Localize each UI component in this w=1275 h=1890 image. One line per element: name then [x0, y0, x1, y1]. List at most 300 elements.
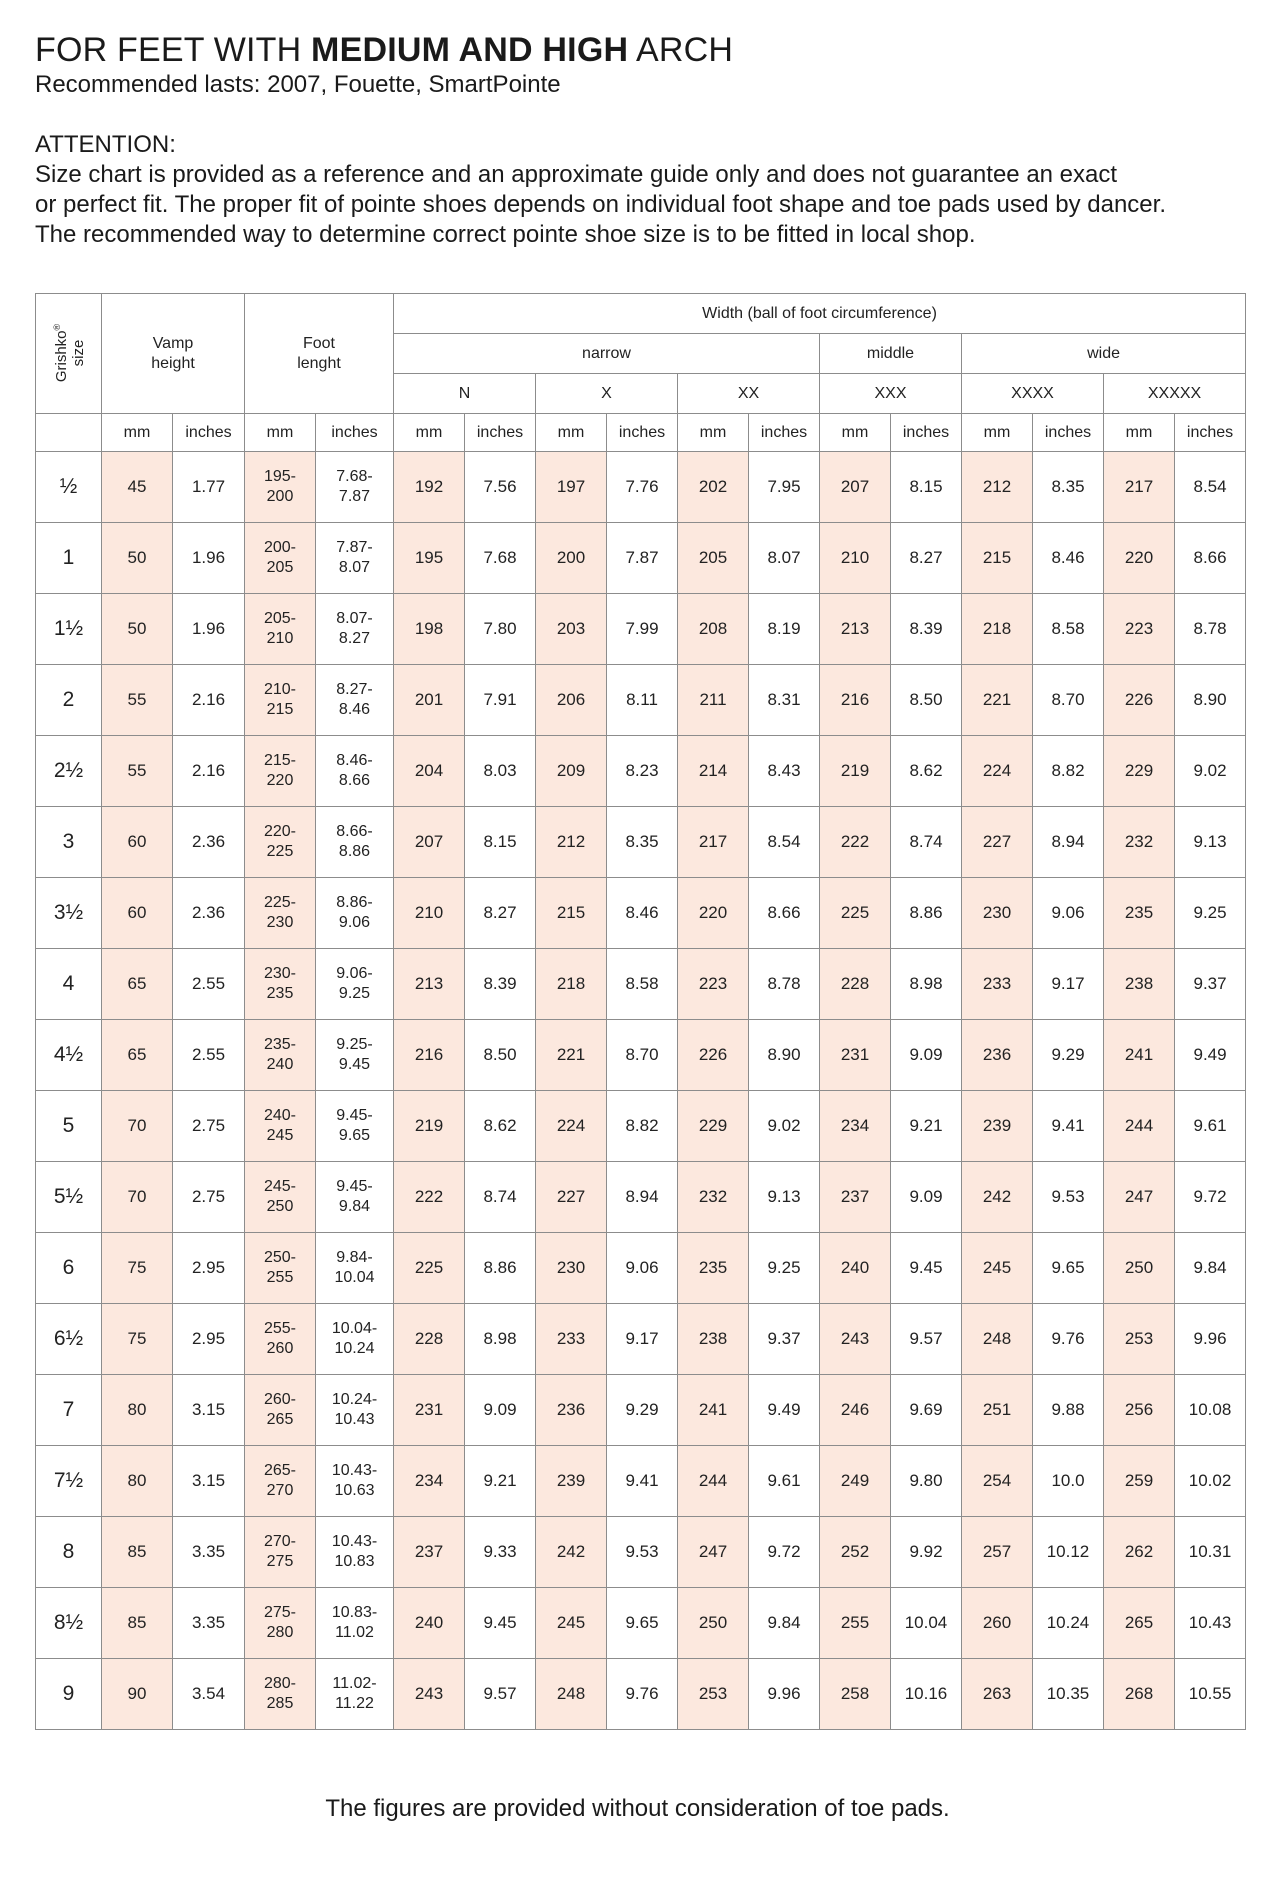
- width-inches-cell: 9.88: [1033, 1375, 1104, 1446]
- attention-line: The recommended way to determine correct pointe shoe size is to be fitted in local shop.: [35, 221, 976, 248]
- width-inches-cell: 9.76: [1033, 1304, 1104, 1375]
- width-inches-cell: 10.12: [1033, 1517, 1104, 1588]
- group-wide: wide: [962, 334, 1246, 374]
- width-mm-cell: 250: [1104, 1233, 1175, 1304]
- width-mm-cell: 238: [678, 1304, 749, 1375]
- width-inches-cell: 8.35: [1033, 452, 1104, 523]
- width-inches-cell: 7.68: [465, 523, 536, 594]
- width-mm-cell: 214: [678, 736, 749, 807]
- width-mm-cell: 205: [678, 523, 749, 594]
- unit-mm: mm: [536, 414, 607, 452]
- foot-mm-cell: 265- 270: [245, 1446, 316, 1517]
- size-cell: 4½: [36, 1020, 102, 1091]
- size-cell: 8: [36, 1517, 102, 1588]
- width-inches-cell: 10.08: [1175, 1375, 1246, 1446]
- size-cell: 6½: [36, 1304, 102, 1375]
- width-mm-cell: 232: [1104, 807, 1175, 878]
- width-inches-cell: 7.76: [607, 452, 678, 523]
- width-mm-cell: 248: [962, 1304, 1033, 1375]
- unit-mm: mm: [678, 414, 749, 452]
- width-mm-cell: 226: [678, 1020, 749, 1091]
- width-inches-cell: 8.94: [607, 1162, 678, 1233]
- vamp-mm-cell: 85: [102, 1588, 173, 1659]
- foot-mm-cell: 210- 215: [245, 665, 316, 736]
- width-mm-cell: 221: [962, 665, 1033, 736]
- width-mm-cell: 202: [678, 452, 749, 523]
- width-mm-cell: 217: [1104, 452, 1175, 523]
- width-inches-cell: 9.57: [465, 1659, 536, 1730]
- width-mm-cell: 252: [820, 1517, 891, 1588]
- width-inches-cell: 8.15: [891, 452, 962, 523]
- vamp-mm-cell: 70: [102, 1091, 173, 1162]
- width-inches-cell: 8.07: [749, 523, 820, 594]
- width-mm-cell: 216: [394, 1020, 465, 1091]
- width-n: N: [394, 374, 536, 414]
- size-cell: 8½: [36, 1588, 102, 1659]
- width-mm-cell: 238: [1104, 949, 1175, 1020]
- attention-line: Size chart is provided as a reference and an approximate guide only and does not guarantee an exact: [35, 161, 1118, 188]
- recommended-lasts: Recommended lasts: 2007, Fouette, SmartPointe: [35, 71, 561, 98]
- width-mm-cell: 263: [962, 1659, 1033, 1730]
- width-inches-cell: 8.54: [749, 807, 820, 878]
- width-inches-cell: 8.90: [1175, 665, 1246, 736]
- vamp-height-header: Vamp height: [102, 294, 245, 414]
- width-mm-cell: 253: [1104, 1304, 1175, 1375]
- width-inches-cell: 8.15: [465, 807, 536, 878]
- width-inches-cell: 8.78: [1175, 594, 1246, 665]
- width-mm-cell: 256: [1104, 1375, 1175, 1446]
- vamp-mm-cell: 90: [102, 1659, 173, 1730]
- width-mm-cell: 221: [536, 1020, 607, 1091]
- width-inches-cell: 9.80: [891, 1446, 962, 1517]
- unit-mm: mm: [1104, 414, 1175, 452]
- width-inches-cell: 8.31: [749, 665, 820, 736]
- table-row: [36, 523, 1246, 594]
- width-mm-cell: 233: [962, 949, 1033, 1020]
- table-header: [36, 294, 1246, 452]
- vamp-inches-cell: 1.77: [173, 452, 245, 523]
- foot-inches-cell: 10.43- 10.83: [316, 1517, 394, 1588]
- foot-inches-cell: 9.45- 9.65: [316, 1091, 394, 1162]
- foot-mm-cell: 205- 210: [245, 594, 316, 665]
- width-mm-cell: 236: [962, 1020, 1033, 1091]
- vamp-inches-cell: 3.15: [173, 1446, 245, 1517]
- width-mm-cell: 235: [1104, 878, 1175, 949]
- unit-mm: mm: [962, 414, 1033, 452]
- width-mm-cell: 249: [820, 1446, 891, 1517]
- width-inches-cell: 7.80: [465, 594, 536, 665]
- width-inches-cell: 9.25: [749, 1233, 820, 1304]
- width-mm-cell: 207: [394, 807, 465, 878]
- width-inches-cell: 10.0: [1033, 1446, 1104, 1517]
- size-chart-table: [35, 293, 1246, 1730]
- width-inches-cell: 9.84: [1175, 1233, 1246, 1304]
- width-mm-cell: 242: [536, 1517, 607, 1588]
- unit-inches: inches: [607, 414, 678, 452]
- width-inches-cell: 9.72: [749, 1517, 820, 1588]
- table-row: [36, 949, 1246, 1020]
- foot-inches-cell: 7.68- 7.87: [316, 452, 394, 523]
- vamp-mm-cell: 65: [102, 949, 173, 1020]
- width-inches-cell: 8.82: [1033, 736, 1104, 807]
- width-mm-cell: 228: [394, 1304, 465, 1375]
- size-cell: 2: [36, 665, 102, 736]
- width-inches-cell: 8.94: [1033, 807, 1104, 878]
- size-cell: 2½: [36, 736, 102, 807]
- vamp-inches-cell: 2.55: [173, 949, 245, 1020]
- width-mm-cell: 229: [678, 1091, 749, 1162]
- foot-mm-cell: 270- 275: [245, 1517, 316, 1588]
- width-mm-cell: 219: [394, 1091, 465, 1162]
- width-inches-cell: 9.09: [891, 1020, 962, 1091]
- width-mm-cell: 234: [394, 1446, 465, 1517]
- unit-inches: inches: [465, 414, 536, 452]
- foot-mm-cell: 250- 255: [245, 1233, 316, 1304]
- width-inches-cell: 9.65: [607, 1588, 678, 1659]
- vamp-inches-cell: 2.95: [173, 1233, 245, 1304]
- size-chart: [35, 293, 1245, 1730]
- width-mm-cell: 201: [394, 665, 465, 736]
- width-inches-cell: 7.91: [465, 665, 536, 736]
- unit-inches: inches: [316, 414, 394, 452]
- foot-inches-cell: 8.07- 8.27: [316, 594, 394, 665]
- width-mm-cell: 244: [678, 1446, 749, 1517]
- width-mm-cell: 247: [678, 1517, 749, 1588]
- vamp-mm-cell: 85: [102, 1517, 173, 1588]
- width-mm-cell: 260: [962, 1588, 1033, 1659]
- width-inches-cell: 9.37: [749, 1304, 820, 1375]
- unit-mm: mm: [102, 414, 173, 452]
- width-inches-cell: 9.65: [1033, 1233, 1104, 1304]
- table-row: [36, 736, 1246, 807]
- foot-length-header: Foot lenght: [245, 294, 394, 414]
- width-inches-cell: 8.58: [1033, 594, 1104, 665]
- width-mm-cell: 231: [820, 1020, 891, 1091]
- table-row: [36, 1375, 1246, 1446]
- width-mm-cell: 220: [1104, 523, 1175, 594]
- width-inches-cell: 9.69: [891, 1375, 962, 1446]
- width-mm-cell: 255: [820, 1588, 891, 1659]
- table-row: [36, 807, 1246, 878]
- width-mm-cell: 212: [962, 452, 1033, 523]
- foot-mm-cell: 280- 285: [245, 1659, 316, 1730]
- width-mm-cell: 258: [820, 1659, 891, 1730]
- vamp-inches-cell: 2.36: [173, 807, 245, 878]
- width-mm-cell: 265: [1104, 1588, 1175, 1659]
- width-inches-cell: 8.62: [465, 1091, 536, 1162]
- width-mm-cell: 217: [678, 807, 749, 878]
- width-mm-cell: 225: [394, 1233, 465, 1304]
- width-mm-cell: 248: [536, 1659, 607, 1730]
- width-inches-cell: 9.33: [465, 1517, 536, 1588]
- width-inches-cell: 9.21: [465, 1446, 536, 1517]
- width-mm-cell: 222: [394, 1162, 465, 1233]
- table-row: [36, 452, 1246, 523]
- width-inches-cell: 9.72: [1175, 1162, 1246, 1233]
- vamp-inches-cell: 3.54: [173, 1659, 245, 1730]
- width-inches-cell: 10.04: [891, 1588, 962, 1659]
- size-cell: 1: [36, 523, 102, 594]
- width-mm-cell: 236: [536, 1375, 607, 1446]
- vamp-inches-cell: 2.55: [173, 1020, 245, 1091]
- width-inches-cell: 8.54: [1175, 452, 1246, 523]
- width-mm-cell: 209: [536, 736, 607, 807]
- foot-mm-cell: 220- 225: [245, 807, 316, 878]
- width-mm-cell: 244: [1104, 1091, 1175, 1162]
- unit-inches: inches: [891, 414, 962, 452]
- width-mm-cell: 242: [962, 1162, 1033, 1233]
- width-inches-cell: 8.50: [891, 665, 962, 736]
- foot-mm-cell: 255- 260: [245, 1304, 316, 1375]
- width-mm-cell: 253: [678, 1659, 749, 1730]
- width-inches-cell: 8.98: [891, 949, 962, 1020]
- width-mm-cell: 197: [536, 452, 607, 523]
- width-inches-cell: 8.39: [891, 594, 962, 665]
- width-mm-cell: 245: [962, 1233, 1033, 1304]
- vamp-mm-cell: 55: [102, 736, 173, 807]
- width-inches-cell: 8.27: [891, 523, 962, 594]
- width-mm-cell: 227: [962, 807, 1033, 878]
- vamp-mm-cell: 55: [102, 665, 173, 736]
- width-xxx: XXX: [820, 374, 962, 414]
- width-inches-cell: 7.56: [465, 452, 536, 523]
- document-header: [35, 30, 1255, 250]
- width-inches-cell: 8.86: [465, 1233, 536, 1304]
- width-mm-cell: 243: [394, 1659, 465, 1730]
- size-cell: ½: [36, 452, 102, 523]
- size-cell: 5: [36, 1091, 102, 1162]
- width-mm-cell: 246: [820, 1375, 891, 1446]
- width-inches-cell: 10.43: [1175, 1588, 1246, 1659]
- width-mm-cell: 257: [962, 1517, 1033, 1588]
- width-mm-cell: 234: [820, 1091, 891, 1162]
- width-mm-cell: 215: [536, 878, 607, 949]
- width-mm-cell: 230: [962, 878, 1033, 949]
- attention-heading: ATTENTION:: [35, 131, 176, 158]
- width-inches-cell: 10.16: [891, 1659, 962, 1730]
- title-prefix: FOR FEET WITH: [35, 31, 312, 69]
- table-row: [36, 1162, 1246, 1233]
- width-mm-cell: 200: [536, 523, 607, 594]
- width-xxxx: XXXX: [962, 374, 1104, 414]
- width-inches-cell: 9.25: [1175, 878, 1246, 949]
- width-inches-cell: 9.09: [891, 1162, 962, 1233]
- width-inches-cell: 9.17: [1033, 949, 1104, 1020]
- foot-mm-cell: 235- 240: [245, 1020, 316, 1091]
- width-mm-cell: 231: [394, 1375, 465, 1446]
- width-xxxxx: XXXXX: [1104, 374, 1246, 414]
- width-inches-cell: 9.06: [607, 1233, 678, 1304]
- foot-inches-cell: 9.84- 10.04: [316, 1233, 394, 1304]
- table-row: [36, 1517, 1246, 1588]
- unit-row: [36, 414, 1246, 452]
- width-inches-cell: 9.37: [1175, 949, 1246, 1020]
- width-mm-cell: 223: [1104, 594, 1175, 665]
- width-inches-cell: 10.31: [1175, 1517, 1246, 1588]
- width-mm-cell: 216: [820, 665, 891, 736]
- width-inches-cell: 8.74: [465, 1162, 536, 1233]
- vamp-inches-cell: 3.15: [173, 1375, 245, 1446]
- vamp-inches-cell: 2.75: [173, 1091, 245, 1162]
- table-row: [36, 594, 1246, 665]
- width-mm-cell: 268: [1104, 1659, 1175, 1730]
- size-cell: 9: [36, 1659, 102, 1730]
- width-mm-cell: 228: [820, 949, 891, 1020]
- unit-inches: inches: [173, 414, 245, 452]
- width-inches-cell: 10.02: [1175, 1446, 1246, 1517]
- width-mm-cell: 241: [1104, 1020, 1175, 1091]
- foot-inches-cell: 9.45- 9.84: [316, 1162, 394, 1233]
- width-mm-cell: 223: [678, 949, 749, 1020]
- width-mm-cell: 220: [678, 878, 749, 949]
- size-cell: 3½: [36, 878, 102, 949]
- width-mm-cell: 224: [536, 1091, 607, 1162]
- size-cell: 7: [36, 1375, 102, 1446]
- table-row: [36, 1233, 1246, 1304]
- width-mm-cell: 232: [678, 1162, 749, 1233]
- width-mm-cell: 233: [536, 1304, 607, 1375]
- width-mm-cell: 237: [394, 1517, 465, 1588]
- width-inches-cell: 10.24: [1033, 1588, 1104, 1659]
- page-title: [35, 30, 1255, 70]
- width-mm-cell: 241: [678, 1375, 749, 1446]
- footer-note: The figures are provided without consideration of toe pads.: [325, 1795, 950, 1822]
- width-inches-cell: 8.46: [607, 878, 678, 949]
- width-mm-cell: 240: [820, 1233, 891, 1304]
- width-inches-cell: 8.11: [607, 665, 678, 736]
- vamp-mm-cell: 60: [102, 878, 173, 949]
- width-mm-cell: 218: [962, 594, 1033, 665]
- vamp-mm-cell: 60: [102, 807, 173, 878]
- width-mm-cell: 247: [1104, 1162, 1175, 1233]
- width-inches-cell: 9.49: [1175, 1020, 1246, 1091]
- table-row: [36, 1091, 1246, 1162]
- width-mm-cell: 210: [820, 523, 891, 594]
- width-mm-cell: 195: [394, 523, 465, 594]
- size-cell: 7½: [36, 1446, 102, 1517]
- width-mm-cell: 206: [536, 665, 607, 736]
- width-x: X: [536, 374, 678, 414]
- table-row: [36, 878, 1246, 949]
- foot-mm-cell: 260- 265: [245, 1375, 316, 1446]
- foot-inches-cell: 11.02- 11.22: [316, 1659, 394, 1730]
- width-inches-cell: 9.13: [1175, 807, 1246, 878]
- width-inches-cell: 8.82: [607, 1091, 678, 1162]
- width-inches-cell: 9.21: [891, 1091, 962, 1162]
- width-inches-cell: 10.35: [1033, 1659, 1104, 1730]
- group-middle: middle: [820, 334, 962, 374]
- width-inches-cell: 8.43: [749, 736, 820, 807]
- width-inches-cell: 8.70: [607, 1020, 678, 1091]
- width-inches-cell: 9.57: [891, 1304, 962, 1375]
- unit-inches: inches: [749, 414, 820, 452]
- table-row: [36, 665, 1246, 736]
- width-mm-cell: 240: [394, 1588, 465, 1659]
- width-mm-cell: 239: [536, 1446, 607, 1517]
- vamp-inches-cell: 2.95: [173, 1304, 245, 1375]
- width-xx: XX: [678, 374, 820, 414]
- size-cell: 1½: [36, 594, 102, 665]
- width-mm-cell: 213: [394, 949, 465, 1020]
- width-mm-cell: 243: [820, 1304, 891, 1375]
- vamp-inches-cell: 3.35: [173, 1517, 245, 1588]
- width-mm-cell: 226: [1104, 665, 1175, 736]
- width-inches-cell: 8.50: [465, 1020, 536, 1091]
- foot-mm-cell: 200- 205: [245, 523, 316, 594]
- width-inches-cell: 8.98: [465, 1304, 536, 1375]
- width-inches-cell: 8.70: [1033, 665, 1104, 736]
- vamp-inches-cell: 1.96: [173, 523, 245, 594]
- width-inches-cell: 9.17: [607, 1304, 678, 1375]
- width-inches-cell: 8.90: [749, 1020, 820, 1091]
- unit-mm: mm: [820, 414, 891, 452]
- width-mm-cell: 211: [678, 665, 749, 736]
- width-mm-cell: 225: [820, 878, 891, 949]
- vamp-inches-cell: 2.16: [173, 665, 245, 736]
- foot-inches-cell: 9.06- 9.25: [316, 949, 394, 1020]
- vamp-inches-cell: 2.75: [173, 1162, 245, 1233]
- width-mm-cell: 237: [820, 1162, 891, 1233]
- unit-mm: mm: [394, 414, 465, 452]
- vamp-mm-cell: 65: [102, 1020, 173, 1091]
- foot-inches-cell: 10.43- 10.63: [316, 1446, 394, 1517]
- vamp-inches-cell: 2.36: [173, 878, 245, 949]
- vamp-mm-cell: 75: [102, 1233, 173, 1304]
- vamp-mm-cell: 80: [102, 1375, 173, 1446]
- width-mm-cell: 204: [394, 736, 465, 807]
- width-inches-cell: 9.13: [749, 1162, 820, 1233]
- width-inches-cell: 9.92: [891, 1517, 962, 1588]
- width-inches-cell: 7.99: [607, 594, 678, 665]
- table-row: [36, 1446, 1246, 1517]
- width-mm-cell: 208: [678, 594, 749, 665]
- width-mm-cell: 259: [1104, 1446, 1175, 1517]
- width-inches-cell: 9.02: [1175, 736, 1246, 807]
- width-inches-cell: 7.87: [607, 523, 678, 594]
- vamp-mm-cell: 50: [102, 594, 173, 665]
- width-inches-cell: 9.96: [1175, 1304, 1246, 1375]
- width-inches-cell: 8.39: [465, 949, 536, 1020]
- foot-inches-cell: 8.66- 8.86: [316, 807, 394, 878]
- foot-inches-cell: 10.24- 10.43: [316, 1375, 394, 1446]
- width-inches-cell: 9.06: [1033, 878, 1104, 949]
- width-mm-cell: 230: [536, 1233, 607, 1304]
- foot-inches-cell: 8.46- 8.66: [316, 736, 394, 807]
- vamp-inches-cell: 2.16: [173, 736, 245, 807]
- table-row: [36, 1588, 1246, 1659]
- width-inches-cell: 9.41: [607, 1446, 678, 1517]
- width-inches-cell: 8.78: [749, 949, 820, 1020]
- vamp-mm-cell: 50: [102, 523, 173, 594]
- width-mm-cell: 254: [962, 1446, 1033, 1517]
- vamp-mm-cell: 45: [102, 452, 173, 523]
- width-inches-cell: 9.41: [1033, 1091, 1104, 1162]
- vamp-inches-cell: 3.35: [173, 1588, 245, 1659]
- width-mm-cell: 235: [678, 1233, 749, 1304]
- width-inches-cell: 8.03: [465, 736, 536, 807]
- width-inches-cell: 9.61: [749, 1446, 820, 1517]
- unit-blank: [36, 414, 102, 452]
- width-mm-cell: 212: [536, 807, 607, 878]
- width-mm-cell: 213: [820, 594, 891, 665]
- width-mm-cell: 227: [536, 1162, 607, 1233]
- width-inches-cell: 7.95: [749, 452, 820, 523]
- width-mm-cell: 192: [394, 452, 465, 523]
- width-header: Width (ball of foot circumference): [394, 294, 1246, 334]
- width-mm-cell: 218: [536, 949, 607, 1020]
- foot-inches-cell: 9.25- 9.45: [316, 1020, 394, 1091]
- vamp-mm-cell: 75: [102, 1304, 173, 1375]
